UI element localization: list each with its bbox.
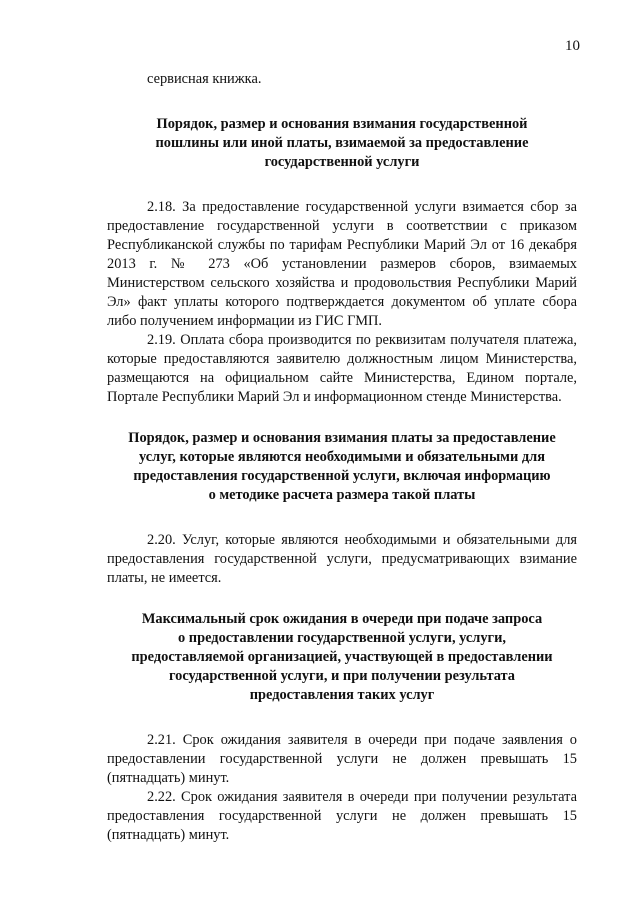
- page-number: 10: [565, 38, 580, 54]
- paragraph-continuation: сервисная книжка.: [147, 71, 262, 87]
- spacer: [107, 407, 577, 429]
- spacer: [107, 588, 577, 610]
- section-heading-state-fee: Порядок, размер и основания взимания государственной пошлины или иной платы, взимаемой за предоставление государственной услуги: [155, 116, 529, 170]
- section-heading-required-services-fee: Порядок, размер и основания взимания платы за предоставление услуг, которые являются необходимыми и обязательными для предоставления государственной услуги, включая информацию о методике расчета размера такой платы: [128, 430, 556, 503]
- paragraph-2-21: 2.21. Срок ожидания заявителя в очереди при подаче заявления о предоставлении государственной услуги не должен превышать 15 (пятнадцать) минут.: [107, 732, 577, 786]
- spacer: [107, 172, 577, 198]
- paragraph-2-18: 2.18. За предоставление государственной услуги взимается сбор за предоставление государственной услуги в соответствии с приказом Республиканской службы по тарифам Республики Марий Эл от 16 декабря 2013 г. № 273 «Об установлении размеров сборов, взимаемых Министерством сельского хозяйства и продовольствия Республики Марий Эл» факт уплаты которого подтверждается документом об уплате сбора либо получением информации из ГИС ГМП.: [107, 199, 577, 329]
- section-heading-queue-wait-time: Максимальный срок ожидания в очереди при подаче запроса о предоставлении государственной услуги, услуги, предоставляемой организацией, участвующей в предоставлении государственной услуги, и при получении результата предоставления таких услуг: [131, 611, 553, 703]
- paragraph-2-20: 2.20. Услуг, которые являются необходимыми и обязательными для предоставления государственной услуги, предусматривающих взимание платы, не имеется.: [107, 532, 577, 586]
- paragraph-2-22: 2.22. Срок ожидания заявителя в очереди при получении результата предоставления государственной услуги не должен превышать 15 (пятнадцать) минут.: [107, 789, 577, 843]
- spacer: [107, 505, 577, 531]
- spacer: [107, 89, 577, 115]
- spacer: [107, 705, 577, 731]
- paragraph-2-19: 2.19. Оплата сбора производится по реквизитам получателя платежа, которые предоставляются заявителю должностным лицом Министерства, размещаются на официальном сайте Министерства, Едином портале, Портале Республики Марий Эл и информационном стенде Министерства.: [107, 332, 577, 405]
- document-body: [107, 70, 577, 845]
